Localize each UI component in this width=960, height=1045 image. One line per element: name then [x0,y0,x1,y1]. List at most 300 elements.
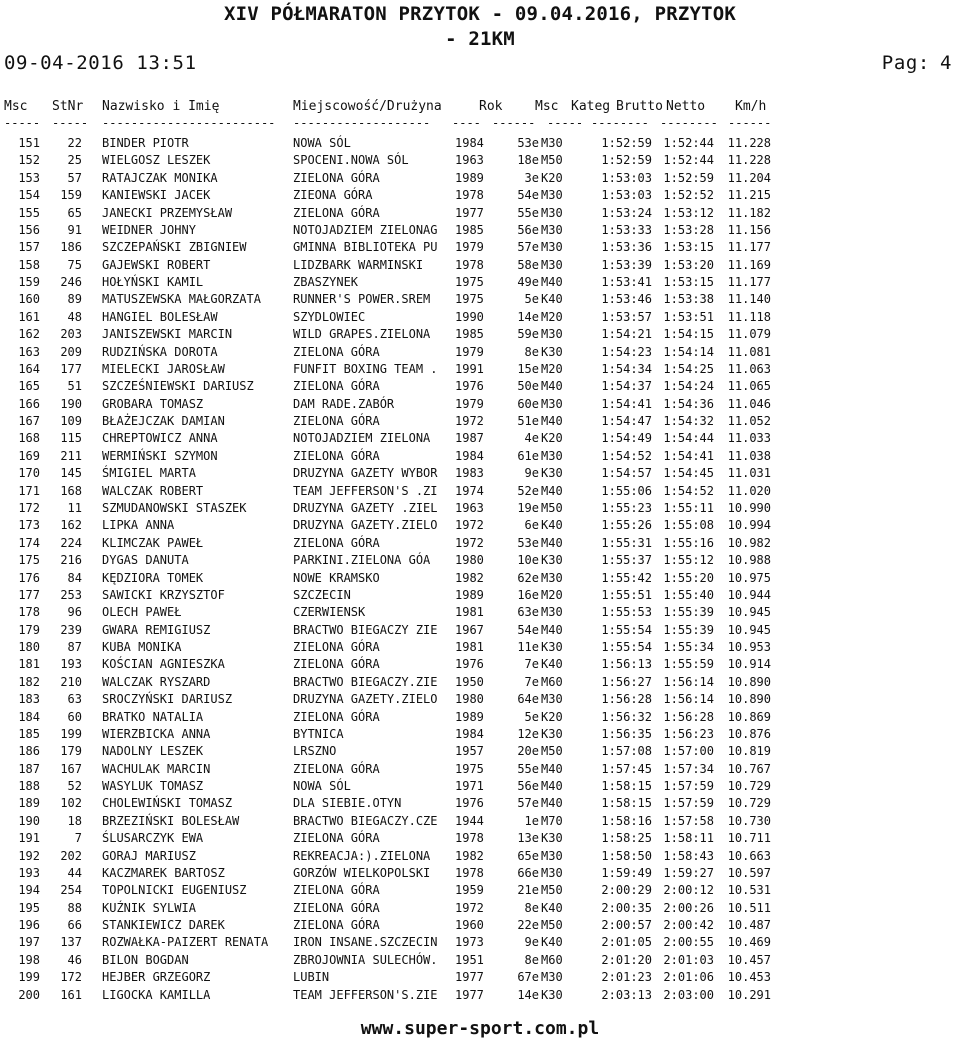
cell-place: 151 [18,136,40,150]
cell-club: ZIELONA GÓRA [293,657,380,672]
cell-place: 161 [18,309,40,324]
cell-bib: 145 [60,466,82,481]
cell-place: 157 [18,240,40,255]
cell-name: JANISZEWSKI MARCIN [102,327,233,342]
cell-net-time: 1:54:41 [663,448,714,463]
cell-name: KACZMAREK BARTOSZ [102,865,225,880]
cell-year: 1978 [455,257,484,272]
cell-category: M40 [541,379,563,394]
cell-speed: 11.046 [727,396,771,411]
cell-category: M20 [541,587,563,602]
cell-gross-time: 1:55:54 [601,622,652,637]
cell-club: LIDZBARK WARMINSKI [293,257,424,272]
cell-gross-time: 1:54:49 [601,431,652,446]
cell-net-time: 1:57:59 [663,779,714,794]
cell-gross-time: 1:53:03 [601,170,652,185]
table-row [0,430,960,447]
col-header-bib: StNr [52,99,84,114]
cell-net-time: 1:55:59 [663,657,714,672]
cell-net-time: 1:53:15 [663,275,714,290]
cell-year: 1980 [455,692,484,707]
cell-year: 1976 [455,796,484,811]
cell-category: M30 [541,240,563,255]
cell-category: M30 [541,188,563,203]
cell-net-time: 1:53:51 [663,309,714,324]
cell-category: K30 [541,640,563,655]
cell-club: ZIELONA GÓRA [293,761,380,776]
cell-gross-time: 1:58:15 [601,779,652,794]
cell-name: MIELECKI JAROSŁAW [102,361,225,376]
cell-gross-time: 2:00:29 [601,883,652,898]
cell-name: ROZWAŁKA-PAIZERT RENATA [102,935,269,950]
col-header-place: Msc [4,99,28,114]
cell-year: 1985 [455,327,484,342]
cell-speed: 10.975 [727,570,771,585]
cell-place: 176 [18,570,40,585]
cell-place: 190 [18,813,40,828]
cell-club: SZYDLOWIEC [293,309,366,324]
table-row [0,761,960,778]
cell-category: M30 [541,970,563,985]
cell-net-time: 2:00:42 [663,918,714,933]
cell-club: IRON INSANE.SZCZECIN [293,935,438,950]
cell-year: 1972 [455,900,484,915]
cell-cat-place: 55e [517,205,539,220]
cell-net-time: 2:00:55 [663,935,714,950]
cell-category: M30 [541,396,563,411]
cell-speed: 10.982 [727,535,771,550]
cell-gross-time: 1:55:53 [601,605,652,620]
cell-gross-time: 1:54:47 [601,414,652,429]
cell-name: KUBA MONIKA [102,640,182,655]
cell-year: 1987 [455,431,484,446]
cell-name: WEIDNER JOHNY [102,222,196,237]
cell-cat-place: 5e [524,709,539,724]
cell-cat-place: 14e [517,987,539,1002]
report-subtitle: - 21KM [445,28,515,50]
cell-bib: 11 [67,500,82,515]
cell-bib: 66 [67,918,82,933]
cell-bib: 172 [60,970,82,985]
table-row [0,952,960,969]
cell-gross-time: 1:59:49 [601,865,652,880]
cell-year: 1989 [455,170,484,185]
cell-cat-place: 63e [517,605,539,620]
cell-year: 1944 [455,813,484,828]
cell-bib: 65 [67,205,82,220]
cell-gross-time: 1:57:08 [601,744,652,759]
cell-bib: 44 [67,865,82,880]
cell-net-time: 2:03:00 [663,987,714,1002]
cell-place: 199 [18,970,40,985]
table-row [0,917,960,934]
cell-place: 164 [18,361,40,376]
cell-cat-place: 56e [517,222,539,237]
cell-name: CHREPTOWICZ ANNA [102,431,218,446]
cell-name: LIGOCKA KAMILLA [102,987,211,1002]
cell-name: KUŹNIK SYLWIA [102,900,196,915]
cell-club: PARKINI.ZIELONA GÓA [293,553,431,568]
cell-category: K40 [541,657,563,672]
cell-name: SZMUDANOWSKI STASZEK [102,500,247,515]
cell-gross-time: 1:55:23 [601,500,652,515]
cell-name: WERMIŃSKI SZYMON [102,448,218,463]
cell-gross-time: 1:55:26 [601,518,652,533]
cell-net-time: 1:57:00 [663,744,714,759]
cell-cat-place: 14e [517,309,539,324]
table-row [0,900,960,917]
cell-gross-time: 1:53:36 [601,240,652,255]
cell-speed: 10.914 [727,657,771,672]
cell-speed: 11.052 [727,414,771,429]
table-row [0,604,960,621]
cell-category: M30 [541,448,563,463]
table-header [0,98,960,115]
cell-year: 1979 [455,396,484,411]
cell-gross-time: 1:54:21 [601,327,652,342]
cell-cat-place: 65e [517,848,539,863]
cell-club: ZBROJOWNIA SULECHÓW. [293,952,438,967]
table-row [0,378,960,395]
cell-speed: 11.140 [727,292,771,307]
separator-dashes: ---- [452,116,481,130]
cell-year: 1990 [455,309,484,324]
table-row [0,448,960,465]
col-header-club: Miejscowość/Drużyna [293,99,442,114]
cell-year: 1971 [455,779,484,794]
separator-dashes: -------- [660,116,718,130]
cell-category: K40 [541,935,563,950]
cell-name: ŚMIGIEL MARTA [102,466,196,481]
cell-bib: 88 [67,900,82,915]
cell-speed: 10.819 [727,744,771,759]
cell-name: STANKIEWICZ DAREK [102,918,225,933]
cell-speed: 10.531 [727,883,771,898]
cell-bib: 137 [60,935,82,950]
cell-club: CZERWIENSK [293,605,366,620]
cell-speed: 11.177 [727,240,771,255]
cell-name: TOPOLNICKI EUGENIUSZ [102,883,247,898]
cell-category: K20 [541,709,563,724]
cell-gross-time: 1:54:37 [601,379,652,394]
cell-category: M20 [541,309,563,324]
cell-year: 1989 [455,709,484,724]
cell-bib: 18 [67,813,82,828]
cell-gross-time: 1:58:16 [601,813,652,828]
cell-net-time: 1:53:38 [663,292,714,307]
cell-gross-time: 1:56:27 [601,674,652,689]
cell-name: GROBARA TOMASZ [102,396,204,411]
cell-club: DRUZYNA GAZETY .ZIEL [293,500,438,515]
cell-net-time: 1:56:14 [663,674,714,689]
cell-gross-time: 1:58:50 [601,848,652,863]
table-row [0,291,960,308]
cell-net-time: 2:00:12 [663,883,714,898]
cell-club: TEAM JEFFERSON'S.ZIE [293,987,438,1002]
cell-category: K20 [541,431,563,446]
cell-bib: 190 [60,396,82,411]
cell-bib: 91 [67,222,82,237]
cell-year: 1972 [455,414,484,429]
table-row [0,465,960,482]
cell-name: OLECH PAWEŁ [102,605,182,620]
cell-net-time: 1:55:34 [663,640,714,655]
separator-dashes: ----- [547,116,584,130]
cell-speed: 10.945 [727,605,771,620]
table-row [0,587,960,604]
cell-year: 1984 [455,726,484,741]
cell-category: K30 [541,831,563,846]
cell-year: 1977 [455,205,484,220]
cell-bib: 48 [67,309,82,324]
cell-cat-place: 67e [517,970,539,985]
cell-net-time: 1:55:20 [663,570,714,585]
cell-bib: 109 [60,414,82,429]
cell-bib: 162 [60,518,82,533]
cell-cat-place: 9e [524,935,539,950]
cell-cat-place: 8e [524,952,539,967]
table-row [0,709,960,726]
cell-category: M50 [541,918,563,933]
table-row [0,205,960,222]
cell-place: 192 [18,848,40,863]
cell-category: M40 [541,779,563,794]
cell-speed: 11.079 [727,327,771,342]
cell-club: NOTOJADZIEM ZIELONAG [293,222,438,237]
cell-net-time: 1:58:43 [663,848,714,863]
cell-cat-place: 60e [517,396,539,411]
cell-speed: 10.953 [727,640,771,655]
cell-cat-place: 56e [517,779,539,794]
cell-speed: 11.169 [727,257,771,272]
cell-club: DRUZYNA GAZETY.ZIELO [293,692,438,707]
cell-cat-place: 55e [517,761,539,776]
cell-bib: 254 [60,883,82,898]
cell-net-time: 1:55:11 [663,500,714,515]
cell-gross-time: 1:55:37 [601,553,652,568]
cell-category: M30 [541,848,563,863]
cell-category: M40 [541,483,563,498]
table-row [0,969,960,986]
cell-year: 1976 [455,657,484,672]
cell-bib: 115 [60,431,82,446]
table-row [0,726,960,743]
cell-year: 1972 [455,518,484,533]
cell-cat-place: 51e [517,414,539,429]
cell-bib: 239 [60,622,82,637]
cell-year: 1983 [455,466,484,481]
cell-club: LUBIN [293,970,330,985]
cell-bib: 202 [60,848,82,863]
cell-place: 159 [18,275,40,290]
cell-year: 1981 [455,605,484,620]
cell-category: M40 [541,535,563,550]
cell-club: ZBASZYNEK [293,275,359,290]
cell-club: ZIELONA GÓRA [293,709,380,724]
cell-category: M50 [541,500,563,515]
cell-net-time: 2:00:26 [663,900,714,915]
cell-place: 197 [18,935,40,950]
cell-name: KANIEWSKI JACEK [102,188,211,203]
cell-place: 155 [18,205,40,220]
cell-gross-time: 1:52:59 [601,136,652,150]
cell-cat-place: 22e [517,918,539,933]
cell-gross-time: 2:03:13 [601,987,652,1002]
cell-bib: 179 [60,744,82,759]
cell-gross-time: 1:55:51 [601,587,652,602]
cell-gross-time: 1:54:57 [601,466,652,481]
cell-name: WIERZBICKA ANNA [102,726,211,741]
cell-category: K40 [541,518,563,533]
cell-cat-place: 54e [517,622,539,637]
cell-net-time: 1:52:59 [663,170,714,185]
cell-cat-place: 52e [517,483,539,498]
cell-place: 194 [18,883,40,898]
cell-speed: 10.457 [727,952,771,967]
cell-club: ZIELONA GÓRA [293,448,380,463]
cell-year: 1982 [455,570,484,585]
cell-category: M40 [541,275,563,290]
cell-bib: 177 [60,361,82,376]
cell-speed: 10.711 [727,831,771,846]
table-row [0,396,960,413]
cell-cat-place: 58e [517,257,539,272]
cell-club: ZIELONA GÓRA [293,414,380,429]
table-row [0,743,960,760]
cell-year: 1975 [455,275,484,290]
cell-category: K30 [541,466,563,481]
cell-speed: 11.031 [727,466,771,481]
table-row [0,135,960,152]
cell-category: M50 [541,883,563,898]
report-title: XIV PÓŁMARATON PRZYTOK - 09.04.2016, PRZYTOK [223,3,737,25]
cell-name: GWARA REMIGIUSZ [102,622,211,637]
cell-name: WALCZAK RYSZARD [102,674,211,689]
cell-category: K30 [541,553,563,568]
col-header-category: Kateg [571,99,611,114]
cell-cat-place: 20e [517,744,539,759]
cell-cat-place: 9e [524,466,539,481]
cell-name: GAJEWSKI ROBERT [102,257,211,272]
cell-place: 173 [18,518,40,533]
cell-year: 1980 [455,553,484,568]
cell-place: 162 [18,327,40,342]
cell-place: 188 [18,779,40,794]
cell-category: M30 [541,205,563,220]
cell-name: GORAJ MARIUSZ [102,848,196,863]
cell-club: SPOCENI.NOWA SÓL [293,153,409,168]
table-row [0,795,960,812]
cell-place: 177 [18,587,40,602]
page-number: 4 [939,52,952,74]
cell-club: NOWE KRAMSKO [293,570,380,585]
table-row [0,656,960,673]
cell-speed: 10.994 [727,518,771,533]
cell-speed: 10.469 [727,935,771,950]
cell-club: ZIELONA GÓRA [293,379,380,394]
cell-speed: 11.228 [727,153,771,168]
cell-place: 181 [18,657,40,672]
cell-gross-time: 1:53:41 [601,275,652,290]
cell-year: 1959 [455,883,484,898]
cell-club: RUNNER'S POWER.SREM [293,292,431,307]
cell-name: KOŚCIAN AGNIESZKA [102,657,225,672]
cell-net-time: 1:58:11 [663,831,714,846]
cell-year: 1975 [455,761,484,776]
cell-net-time: 1:55:08 [663,518,714,533]
col-header-cat-place: Msc [535,99,559,114]
cell-place: 187 [18,761,40,776]
cell-gross-time: 1:58:25 [601,831,652,846]
cell-net-time: 1:54:45 [663,466,714,481]
cell-place: 160 [18,292,40,307]
cell-place: 152 [18,153,40,168]
cell-year: 1975 [455,292,484,307]
cell-club: DLA SIEBIE.OTYN [293,796,402,811]
cell-club: FUNFIT BOXING TEAM . [293,361,438,376]
cell-category: M30 [541,136,563,150]
cell-name: BRZEZIŃSKI BOLESŁAW [102,813,240,828]
cell-category: M70 [541,813,563,828]
table-row [0,865,960,882]
page-label: Pag: [881,52,930,74]
cell-speed: 10.663 [727,848,771,863]
cell-year: 1991 [455,361,484,376]
table-row [0,535,960,552]
cell-gross-time: 1:52:59 [601,153,652,168]
cell-place: 186 [18,744,40,759]
cell-name: HANGIEL BOLESŁAW [102,309,218,324]
cell-bib: 193 [60,657,82,672]
cell-cat-place: 50e [517,379,539,394]
cell-place: 195 [18,900,40,915]
cell-club: BYTNICA [293,726,344,741]
cell-speed: 11.063 [727,361,771,376]
table-row [0,570,960,587]
cell-cat-place: 57e [517,796,539,811]
cell-bib: 224 [60,535,82,550]
cell-cat-place: 53e [517,136,539,150]
cell-speed: 11.118 [727,309,771,324]
cell-category: M40 [541,622,563,637]
cell-gross-time: 1:58:15 [601,796,652,811]
cell-net-time: 1:52:44 [663,153,714,168]
cell-net-time: 2:01:03 [663,952,714,967]
cell-year: 1963 [455,153,484,168]
cell-cat-place: 11e [517,640,539,655]
cell-net-time: 1:56:14 [663,692,714,707]
cell-category: M30 [541,222,563,237]
cell-speed: 10.944 [727,587,771,602]
cell-gross-time: 2:00:57 [601,918,652,933]
cell-name: WASYLUK TOMASZ [102,779,204,794]
cell-club: ZIEONA GÓRA [293,188,373,203]
cell-year: 1985 [455,222,484,237]
cell-place: 154 [18,188,40,203]
cell-year: 1972 [455,535,484,550]
cell-place: 171 [18,483,40,498]
table-row [0,813,960,830]
cell-net-time: 1:55:39 [663,605,714,620]
cell-bib: 246 [60,275,82,290]
cell-name: HEJBER GRZEGORZ [102,970,211,985]
cell-net-time: 1:54:44 [663,431,714,446]
cell-speed: 11.182 [727,205,771,220]
cell-speed: 10.729 [727,779,771,794]
cell-speed: 11.065 [727,379,771,394]
cell-club: ZIELONA GÓRA [293,205,380,220]
cell-name: KLIMCZAK PAWEŁ [102,535,204,550]
